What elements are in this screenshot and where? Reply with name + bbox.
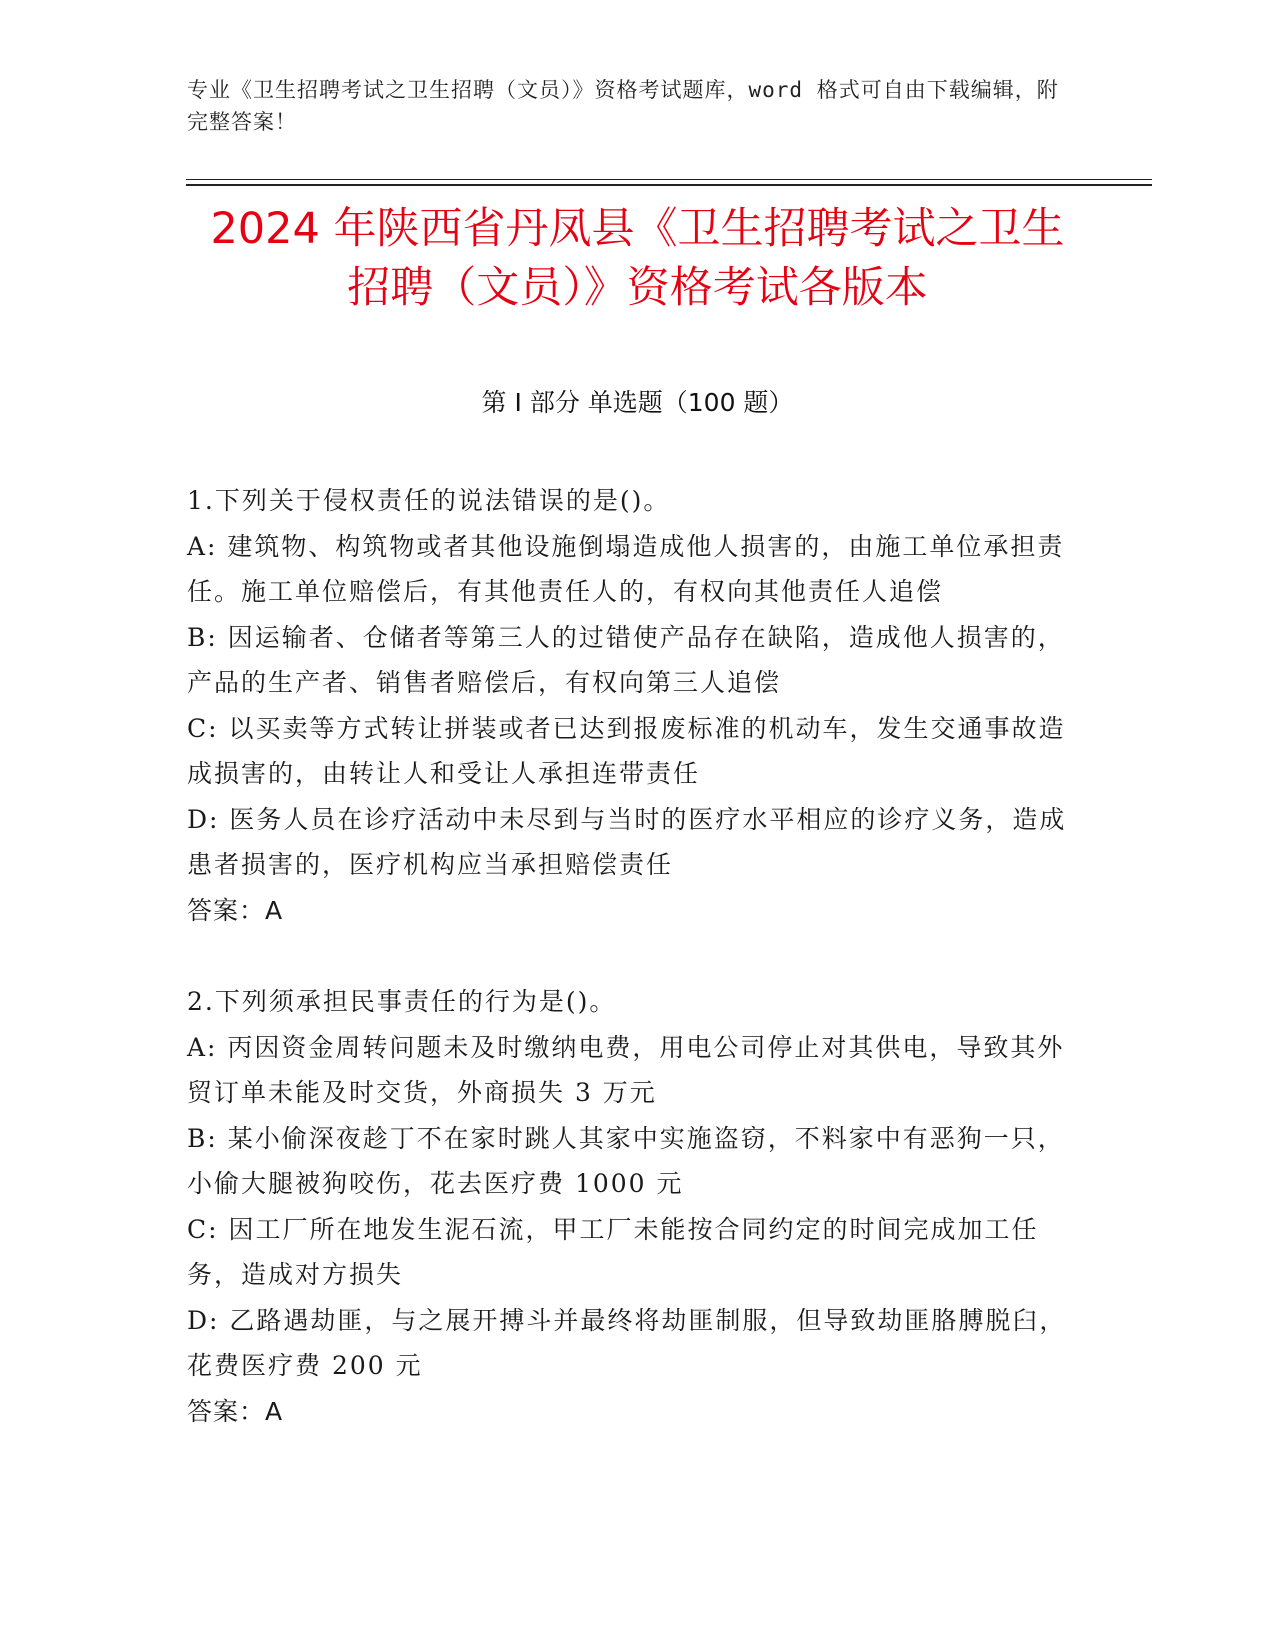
answer-line: 答案：A — [187, 1396, 284, 1426]
document-title-line2: 招聘（文员）》资格考试各版本 — [347, 263, 928, 313]
option-c: C: 因工厂所在地发生泥石流，甲工厂未能按合同约定的时间完成加工任务，造成对方损失 — [187, 1214, 1039, 1289]
option-b: B: 因运输者、仓储者等第三人的过错使产品存在缺陷，造成他人损害的，产品的生产者、销售者赔偿后，有权向第三人追偿 — [187, 622, 1065, 697]
option-d: D: 医务人员在诊疗活动中未尽到与当时的医疗水平相应的诊疗义务，造成患者损害的，医疗机构应当承担赔偿责任 — [187, 804, 1067, 879]
document-title — [130, 200, 1145, 318]
question-list — [187, 478, 1077, 1480]
header-divider-thin — [186, 179, 1152, 180]
option-d: D: 乙路遇劫匪，与之展开搏斗并最终将劫匪制服，但导致劫匪胳膊脱臼，花费医疗费 200 元 — [187, 1305, 1067, 1380]
header-divider-thick — [186, 184, 1152, 186]
question-1 — [187, 478, 1077, 933]
option-b: B: 某小偷深夜趁丁不在家时跳人其家中实施盗窃，不料家中有恶狗一只，小偷大腿被狗咬伤，花去医疗费 1000 元 — [187, 1123, 1065, 1198]
option-a: A: 建筑物、构筑物或者其他设施倒塌造成他人损害的，由施工单位承担责任。施工单位赔偿后，有其他责任人的，有权向其他责任人追偿 — [187, 531, 1065, 606]
question-2 — [187, 979, 1077, 1434]
option-c: C: 以买卖等方式转让拼装或者已达到报废标准的机动车，发生交通事故造成损害的，由转让人和受让人承担连带责任 — [187, 713, 1066, 788]
header-note: 专业《卫生招聘考试之卫生招聘（文员）》资格考试题库，word 格式可自由下载编辑，附完整答案！ — [187, 78, 1059, 134]
option-a: A: 丙因资金周转问题未及时缴纳电费，用电公司停止对其供电，导致其外贸订单未能及时交货，外商损失 3 万元 — [187, 1032, 1065, 1107]
document-title-line1: 2024 年陕西省丹凤县《卫生招聘考试之卫生 — [210, 204, 1065, 254]
question-stem: 1.下列关于侵权责任的说法错误的是()。 — [187, 486, 671, 515]
answer-line: 答案：A — [187, 895, 284, 925]
section-title: 第 I 部分 单选题（100 题） — [481, 388, 794, 417]
question-stem: 2.下列须承担民事责任的行为是()。 — [187, 987, 617, 1016]
